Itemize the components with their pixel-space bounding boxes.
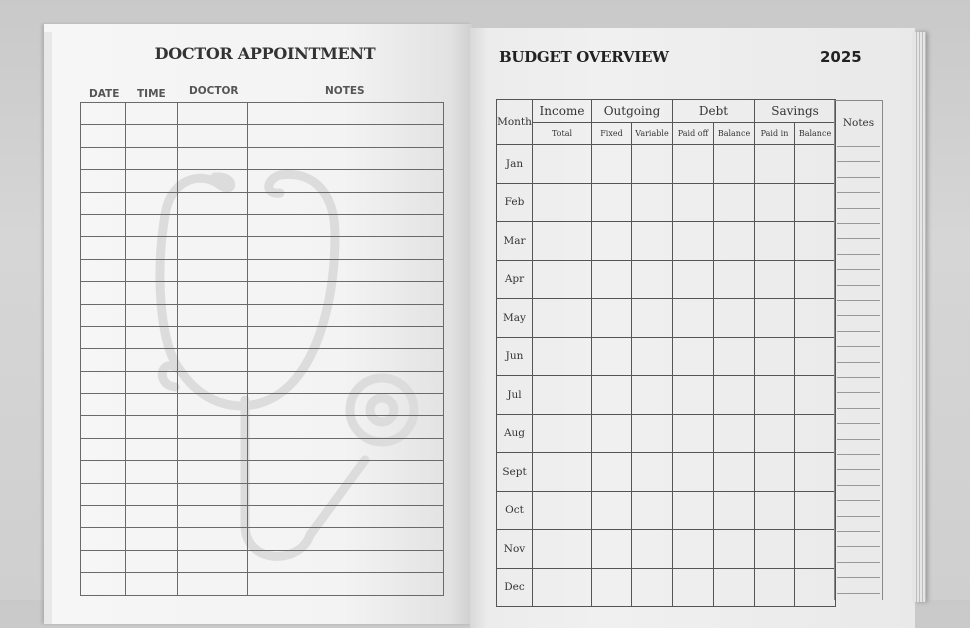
budget-cell[interactable] bbox=[714, 453, 755, 492]
appointment-cell-notes[interactable] bbox=[248, 326, 444, 348]
appointment-row bbox=[81, 103, 444, 125]
appointment-cell-time[interactable] bbox=[126, 147, 178, 169]
sub-savings-paid-in: Paid in bbox=[755, 123, 795, 145]
budget-row bbox=[497, 260, 836, 299]
appointment-cell-date[interactable] bbox=[81, 125, 126, 147]
budget-cell[interactable] bbox=[714, 491, 755, 530]
appointment-row bbox=[81, 550, 444, 572]
budget-cell[interactable] bbox=[755, 222, 795, 261]
budget-cell[interactable] bbox=[592, 568, 632, 607]
appointment-cell-doctor[interactable] bbox=[178, 147, 248, 169]
appointment-cell-notes[interactable] bbox=[248, 237, 444, 259]
appointment-cell-time[interactable] bbox=[126, 394, 178, 416]
appointment-cell-notes[interactable] bbox=[248, 438, 444, 460]
budget-cell[interactable] bbox=[533, 568, 592, 607]
appointment-cell-date[interactable] bbox=[81, 192, 126, 214]
budget-cell[interactable] bbox=[714, 414, 755, 453]
appointment-row bbox=[81, 259, 444, 281]
notes-line bbox=[837, 531, 880, 532]
appointment-cell-date[interactable] bbox=[81, 573, 126, 595]
budget-cell[interactable] bbox=[533, 183, 592, 222]
appointment-cell-time[interactable] bbox=[126, 550, 178, 572]
budget-cell[interactable] bbox=[714, 337, 755, 376]
budget-cell[interactable] bbox=[714, 145, 755, 184]
appointment-row bbox=[81, 147, 444, 169]
budget-cell[interactable] bbox=[673, 414, 714, 453]
budget-cell[interactable] bbox=[673, 337, 714, 376]
appointment-cell-notes[interactable] bbox=[248, 259, 444, 281]
budget-cell[interactable] bbox=[755, 376, 795, 415]
appointment-row bbox=[81, 483, 444, 505]
appointment-cell-date[interactable] bbox=[81, 170, 126, 192]
appointment-cell-notes[interactable] bbox=[248, 483, 444, 505]
budget-cell[interactable] bbox=[533, 491, 592, 530]
budget-cell[interactable] bbox=[714, 222, 755, 261]
appointment-cell-notes[interactable] bbox=[248, 573, 444, 595]
notes-line bbox=[837, 362, 880, 363]
budget-cell[interactable] bbox=[632, 183, 673, 222]
appointment-cell-date[interactable] bbox=[81, 282, 126, 304]
appointment-cell-time[interactable] bbox=[126, 438, 178, 460]
month-label: Apr bbox=[497, 260, 533, 299]
notes-line bbox=[837, 269, 880, 270]
budget-row bbox=[497, 530, 836, 569]
appointment-cell-notes[interactable] bbox=[248, 506, 444, 528]
notes-line bbox=[837, 392, 880, 393]
notes-line bbox=[837, 331, 880, 332]
appointment-cell-doctor[interactable] bbox=[178, 304, 248, 326]
notes-line bbox=[837, 346, 880, 347]
budget-cell[interactable] bbox=[632, 453, 673, 492]
budget-cell[interactable] bbox=[673, 376, 714, 415]
budget-cell[interactable] bbox=[592, 222, 632, 261]
budget-cell[interactable] bbox=[755, 260, 795, 299]
notes-line bbox=[837, 208, 880, 209]
col-header-notes: NOTES bbox=[325, 85, 365, 97]
month-label: Oct bbox=[497, 491, 533, 530]
budget-cell[interactable] bbox=[755, 145, 795, 184]
notes-line bbox=[837, 315, 880, 316]
notes-line bbox=[837, 562, 880, 563]
appointment-row bbox=[81, 394, 444, 416]
appointment-cell-date[interactable] bbox=[81, 438, 126, 460]
appointment-cell-time[interactable] bbox=[126, 170, 178, 192]
month-label: Dec bbox=[497, 568, 533, 607]
budget-cell[interactable] bbox=[755, 530, 795, 569]
budget-table bbox=[496, 99, 836, 607]
notes-line bbox=[837, 454, 880, 455]
group-outgoing: Outgoing bbox=[592, 100, 673, 123]
budget-cell[interactable] bbox=[632, 222, 673, 261]
budget-cell[interactable] bbox=[795, 222, 836, 261]
appointment-row bbox=[81, 438, 444, 460]
appointment-cell-time[interactable] bbox=[126, 461, 178, 483]
budget-cell[interactable] bbox=[533, 337, 592, 376]
budget-row bbox=[497, 568, 836, 607]
appointment-cell-date[interactable] bbox=[81, 461, 126, 483]
budget-cell[interactable] bbox=[533, 299, 592, 338]
notes-line bbox=[837, 577, 880, 578]
budget-cell[interactable] bbox=[795, 530, 836, 569]
budget-cell[interactable] bbox=[795, 568, 836, 607]
budget-cell[interactable] bbox=[673, 260, 714, 299]
appointment-cell-date[interactable] bbox=[81, 349, 126, 371]
notes-column bbox=[834, 100, 883, 600]
budget-cell[interactable] bbox=[632, 530, 673, 569]
appointment-cell-doctor[interactable] bbox=[178, 461, 248, 483]
notes-line bbox=[837, 223, 880, 224]
budget-cell[interactable] bbox=[632, 568, 673, 607]
budget-cell[interactable] bbox=[632, 414, 673, 453]
appointment-cell-notes[interactable] bbox=[248, 528, 444, 550]
notes-line bbox=[837, 485, 880, 486]
appointment-cell-doctor[interactable] bbox=[178, 573, 248, 595]
appointment-row bbox=[81, 237, 444, 259]
appointment-cell-time[interactable] bbox=[126, 237, 178, 259]
notes-line bbox=[837, 516, 880, 517]
appointment-row bbox=[81, 416, 444, 438]
appointment-row bbox=[81, 528, 444, 550]
budget-cell[interactable] bbox=[592, 260, 632, 299]
budget-cell[interactable] bbox=[632, 145, 673, 184]
appointment-cell-time[interactable] bbox=[126, 214, 178, 236]
budget-cell[interactable] bbox=[755, 299, 795, 338]
appointment-cell-notes[interactable] bbox=[248, 103, 444, 125]
appointment-cell-date[interactable] bbox=[81, 214, 126, 236]
notes-line bbox=[837, 439, 880, 440]
appointment-row bbox=[81, 506, 444, 528]
appointment-cell-doctor[interactable] bbox=[178, 326, 248, 348]
appointment-cell-date[interactable] bbox=[81, 394, 126, 416]
budget-cell[interactable] bbox=[592, 453, 632, 492]
budget-cell[interactable] bbox=[795, 414, 836, 453]
budget-cell[interactable] bbox=[714, 568, 755, 607]
budget-cell[interactable] bbox=[795, 183, 836, 222]
appointment-row bbox=[81, 461, 444, 483]
budget-cell[interactable] bbox=[795, 260, 836, 299]
budget-row bbox=[497, 337, 836, 376]
notes-line bbox=[837, 546, 880, 547]
notes-line bbox=[837, 500, 880, 501]
appointment-cell-time[interactable] bbox=[126, 528, 178, 550]
appointment-cell-doctor[interactable] bbox=[178, 416, 248, 438]
appointment-cell-date[interactable] bbox=[81, 147, 126, 169]
appointment-cell-notes[interactable] bbox=[248, 147, 444, 169]
budget-cell[interactable] bbox=[592, 491, 632, 530]
group-debt: Debt bbox=[673, 100, 755, 123]
sub-outgoing-fixed: Fixed bbox=[592, 123, 632, 145]
notes-line bbox=[837, 146, 880, 147]
appointment-row bbox=[81, 349, 444, 371]
budget-cell[interactable] bbox=[533, 222, 592, 261]
appointment-cell-time[interactable] bbox=[126, 192, 178, 214]
budget-cell[interactable] bbox=[795, 299, 836, 338]
budget-cell[interactable] bbox=[795, 376, 836, 415]
budget-row bbox=[497, 491, 836, 530]
budget-cell[interactable] bbox=[592, 376, 632, 415]
appointment-cell-doctor[interactable] bbox=[178, 371, 248, 393]
appointment-cell-time[interactable] bbox=[126, 506, 178, 528]
budget-cell[interactable] bbox=[592, 337, 632, 376]
appointment-cell-notes[interactable] bbox=[248, 192, 444, 214]
appointment-cell-date[interactable] bbox=[81, 506, 126, 528]
budget-overview-title: BUDGET OVERVIEW bbox=[499, 48, 669, 66]
appointment-cell-notes[interactable] bbox=[248, 349, 444, 371]
group-savings: Savings bbox=[755, 100, 836, 123]
budget-cell[interactable] bbox=[714, 376, 755, 415]
notes-line bbox=[837, 161, 880, 162]
sub-debt-paid-off: Paid off bbox=[673, 123, 714, 145]
budget-cell[interactable] bbox=[714, 260, 755, 299]
sub-savings-balance: Balance bbox=[795, 123, 836, 145]
budget-cell[interactable] bbox=[632, 376, 673, 415]
month-label: Nov bbox=[497, 530, 533, 569]
sub-debt-balance: Balance bbox=[714, 123, 755, 145]
appointment-cell-notes[interactable] bbox=[248, 282, 444, 304]
month-label: Mar bbox=[497, 222, 533, 261]
budget-cell[interactable] bbox=[714, 299, 755, 338]
appointment-cell-doctor[interactable] bbox=[178, 282, 248, 304]
appointment-table bbox=[80, 102, 444, 596]
budget-cell[interactable] bbox=[632, 337, 673, 376]
appointment-cell-notes[interactable] bbox=[248, 371, 444, 393]
appointment-cell-date[interactable] bbox=[81, 483, 126, 505]
sub-income-total: Total bbox=[533, 123, 592, 145]
appointment-cell-date[interactable] bbox=[81, 416, 126, 438]
month-label: Sept bbox=[497, 453, 533, 492]
appointment-cell-date[interactable] bbox=[81, 103, 126, 125]
month-label: Aug bbox=[497, 414, 533, 453]
appointment-cell-date[interactable] bbox=[81, 371, 126, 393]
budget-cell[interactable] bbox=[533, 530, 592, 569]
budget-cell[interactable] bbox=[755, 453, 795, 492]
appointment-cell-time[interactable] bbox=[126, 259, 178, 281]
budget-row bbox=[497, 453, 836, 492]
appointment-cell-doctor[interactable] bbox=[178, 192, 248, 214]
appointment-cell-doctor[interactable] bbox=[178, 483, 248, 505]
budget-cell[interactable] bbox=[755, 414, 795, 453]
appointment-cell-date[interactable] bbox=[81, 304, 126, 326]
appointment-row bbox=[81, 304, 444, 326]
appointment-cell-doctor[interactable] bbox=[178, 394, 248, 416]
budget-cell[interactable] bbox=[714, 183, 755, 222]
notes-line bbox=[837, 285, 880, 286]
notes-line bbox=[837, 300, 880, 301]
budget-row bbox=[497, 145, 836, 184]
notes-line bbox=[837, 593, 880, 594]
budget-cell[interactable] bbox=[632, 299, 673, 338]
budget-cell[interactable] bbox=[755, 568, 795, 607]
appointment-row bbox=[81, 282, 444, 304]
appointment-cell-notes[interactable] bbox=[248, 461, 444, 483]
appointment-cell-doctor[interactable] bbox=[178, 349, 248, 371]
appointment-cell-time[interactable] bbox=[126, 573, 178, 595]
budget-cell[interactable] bbox=[592, 183, 632, 222]
appointment-cell-doctor[interactable] bbox=[178, 550, 248, 572]
budget-cell[interactable] bbox=[533, 453, 592, 492]
appointment-cell-time[interactable] bbox=[126, 371, 178, 393]
month-header: Month bbox=[497, 100, 533, 145]
appointment-cell-doctor[interactable] bbox=[178, 259, 248, 281]
doctor-appointment-title: DOCTOR APPOINTMENT bbox=[154, 44, 376, 63]
budget-cell[interactable] bbox=[673, 183, 714, 222]
notes-line bbox=[837, 469, 880, 470]
appointment-cell-notes[interactable] bbox=[248, 416, 444, 438]
budget-cell[interactable] bbox=[673, 453, 714, 492]
notes-line bbox=[837, 377, 880, 378]
budget-cell[interactable] bbox=[592, 530, 632, 569]
budget-cell[interactable] bbox=[533, 260, 592, 299]
col-header-date: DATE bbox=[89, 88, 120, 100]
appointment-row bbox=[81, 326, 444, 348]
appointment-cell-doctor[interactable] bbox=[178, 237, 248, 259]
appointment-cell-doctor[interactable] bbox=[178, 103, 248, 125]
budget-cell[interactable] bbox=[795, 453, 836, 492]
appointment-cell-doctor[interactable] bbox=[178, 214, 248, 236]
budget-cell[interactable] bbox=[673, 568, 714, 607]
budget-cell[interactable] bbox=[592, 145, 632, 184]
appointment-cell-notes[interactable] bbox=[248, 170, 444, 192]
budget-cell[interactable] bbox=[632, 491, 673, 530]
appointment-row bbox=[81, 125, 444, 147]
notes-line bbox=[837, 238, 880, 239]
appointment-cell-time[interactable] bbox=[126, 125, 178, 147]
appointment-cell-doctor[interactable] bbox=[178, 170, 248, 192]
appointment-cell-notes[interactable] bbox=[248, 125, 444, 147]
budget-cell[interactable] bbox=[673, 145, 714, 184]
appointment-cell-doctor[interactable] bbox=[178, 528, 248, 550]
col-header-doctor: DOCTOR bbox=[189, 85, 239, 97]
appointment-row bbox=[81, 214, 444, 236]
appointment-cell-date[interactable] bbox=[81, 326, 126, 348]
appointment-row bbox=[81, 192, 444, 214]
budget-cell[interactable] bbox=[592, 299, 632, 338]
appointment-cell-time[interactable] bbox=[126, 103, 178, 125]
budget-cell[interactable] bbox=[673, 222, 714, 261]
appointment-cell-date[interactable] bbox=[81, 259, 126, 281]
month-label: Jul bbox=[497, 376, 533, 415]
appointment-cell-doctor[interactable] bbox=[178, 125, 248, 147]
month-label: Jan bbox=[497, 145, 533, 184]
budget-cell[interactable] bbox=[533, 376, 592, 415]
notes-header: Notes bbox=[842, 117, 875, 129]
appointment-cell-date[interactable] bbox=[81, 237, 126, 259]
notes-line bbox=[837, 408, 880, 409]
budget-cell[interactable] bbox=[755, 491, 795, 530]
budget-row bbox=[497, 183, 836, 222]
appointment-cell-date[interactable] bbox=[81, 550, 126, 572]
budget-cell[interactable] bbox=[795, 491, 836, 530]
notes-line bbox=[837, 423, 880, 424]
month-label: Jun bbox=[497, 337, 533, 376]
appointment-row bbox=[81, 573, 444, 595]
appointment-cell-time[interactable] bbox=[126, 349, 178, 371]
budget-cell[interactable] bbox=[533, 145, 592, 184]
notes-line bbox=[837, 254, 880, 255]
budget-row bbox=[497, 222, 836, 261]
appointment-row bbox=[81, 170, 444, 192]
budget-cell[interactable] bbox=[592, 414, 632, 453]
appointment-cell-notes[interactable] bbox=[248, 304, 444, 326]
budget-cell[interactable] bbox=[755, 337, 795, 376]
year-label: 2025 bbox=[820, 48, 862, 66]
appointment-cell-notes[interactable] bbox=[248, 394, 444, 416]
col-header-time: TIME bbox=[137, 88, 166, 100]
appointment-cell-time[interactable] bbox=[126, 416, 178, 438]
sub-outgoing-variable: Variable bbox=[632, 123, 673, 145]
notes-line bbox=[837, 192, 880, 193]
appointment-cell-date[interactable] bbox=[81, 528, 126, 550]
budget-cell[interactable] bbox=[673, 491, 714, 530]
group-income: Income bbox=[533, 100, 592, 123]
appointment-cell-notes[interactable] bbox=[248, 214, 444, 236]
budget-cell[interactable] bbox=[673, 530, 714, 569]
budget-cell[interactable] bbox=[795, 337, 836, 376]
appointment-cell-time[interactable] bbox=[126, 282, 178, 304]
budget-cell[interactable] bbox=[755, 183, 795, 222]
appointment-row bbox=[81, 371, 444, 393]
notes-line bbox=[837, 177, 880, 178]
appointment-cell-doctor[interactable] bbox=[178, 438, 248, 460]
budget-cell[interactable] bbox=[632, 260, 673, 299]
appointment-cell-time[interactable] bbox=[126, 304, 178, 326]
budget-cell[interactable] bbox=[533, 414, 592, 453]
appointment-cell-time[interactable] bbox=[126, 483, 178, 505]
budget-row bbox=[497, 414, 836, 453]
appointment-cell-doctor[interactable] bbox=[178, 506, 248, 528]
appointment-cell-time[interactable] bbox=[126, 326, 178, 348]
month-label: Feb bbox=[497, 183, 533, 222]
page-stack-edge bbox=[914, 32, 926, 602]
appointment-cell-notes[interactable] bbox=[248, 550, 444, 572]
budget-row bbox=[497, 376, 836, 415]
month-label: May bbox=[497, 299, 533, 338]
budget-cell[interactable] bbox=[673, 299, 714, 338]
budget-row bbox=[497, 299, 836, 338]
budget-cell[interactable] bbox=[795, 145, 836, 184]
budget-cell[interactable] bbox=[714, 530, 755, 569]
